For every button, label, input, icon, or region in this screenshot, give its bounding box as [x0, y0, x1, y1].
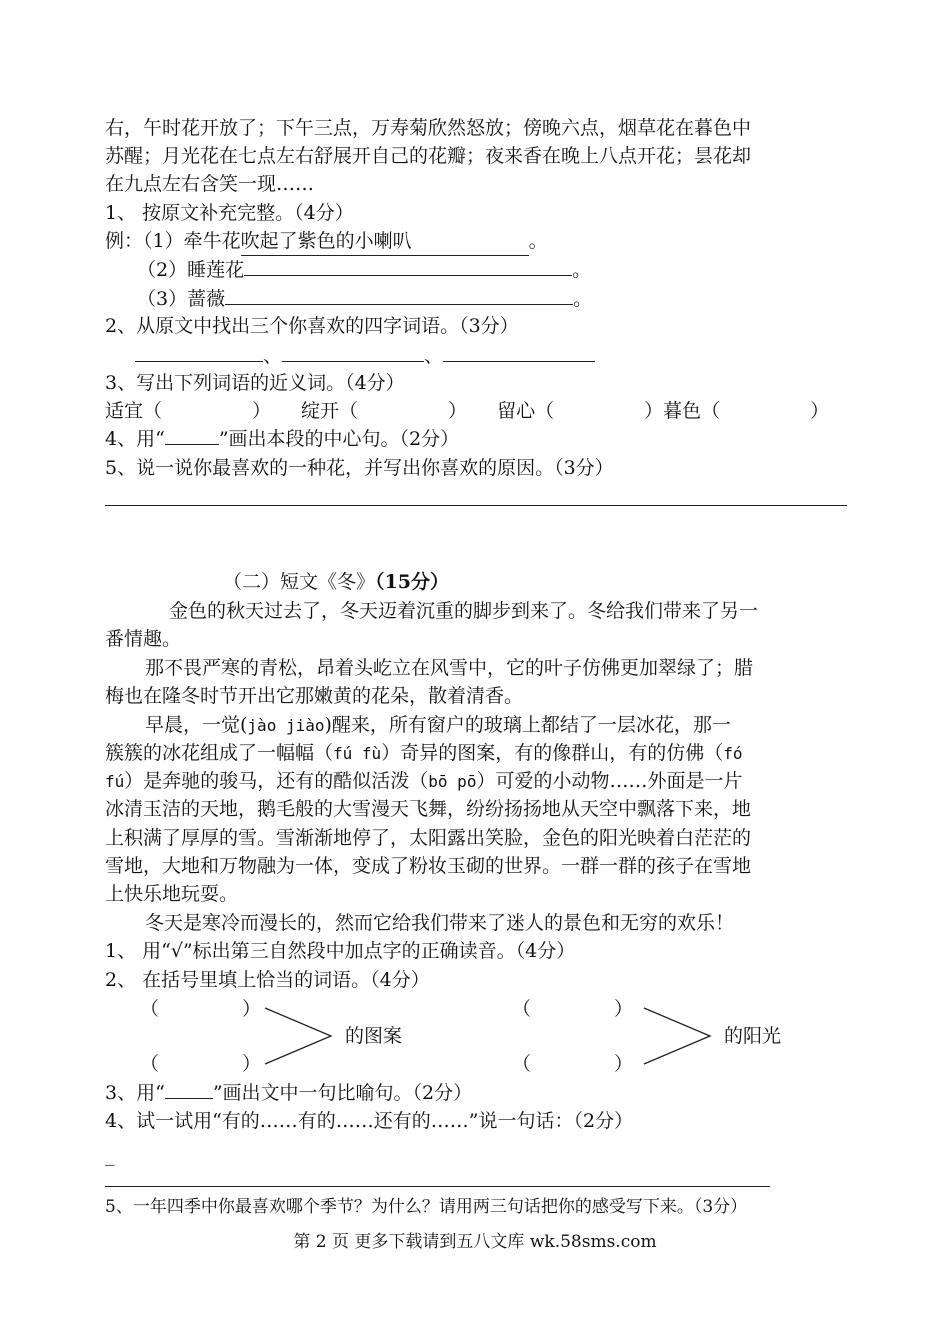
- q2-4: 4、试一试用“有的……有的……还有的……”说一句话：（2分）: [105, 1110, 634, 1132]
- answer-blank[interactable]: [225, 284, 573, 305]
- q1-4: [105, 425, 459, 453]
- answer-blank[interactable]: [443, 341, 595, 362]
- q2-1: 1、 用“√”标出第三自然段中加点字的正确读音。（4分）: [105, 940, 576, 962]
- text: )醒来，所有窗户的玻璃上都结了一层冰花，那一: [324, 714, 731, 736]
- paren-close: ）: [614, 1053, 634, 1075]
- bracket-arrow-icon: [644, 1008, 714, 1066]
- period: 。: [573, 288, 593, 310]
- page-footer: 第 2 页 更多下载请到五八文库 wk.58sms.com: [293, 1232, 657, 1252]
- para1-line-2: 番情趣。: [105, 628, 182, 650]
- pinyin-options: bō pō: [428, 772, 477, 791]
- q2-3-prefix: 3、用“: [105, 1082, 165, 1104]
- para1-line-1: 金色的秋天过去了，冬天迈着沉重的脚步到来了。冬给我们带来了另一: [169, 600, 759, 622]
- paren-close: ）: [252, 400, 272, 422]
- q2-2: 2、 在括号里填上恰当的词语。（4分）: [105, 969, 430, 991]
- text: ）可爱的小动物……外面是一片: [476, 770, 743, 792]
- para3-line-6: 雪地，大地和万物融为一体，变成了粉妆玉砌的世界。一群一群的孩子在雪地: [105, 855, 752, 877]
- para3-line-2: [105, 739, 742, 768]
- paren-close: ）: [242, 1053, 262, 1075]
- paren-close: ）: [448, 400, 468, 422]
- q1-1-example: [105, 227, 548, 256]
- q1-5: 5、说一说你最喜欢的一种花，并写出你喜欢的原因。（3分）: [105, 457, 614, 479]
- q1-4-prefix: 4、用“: [105, 428, 165, 450]
- period: 。: [572, 259, 592, 281]
- para2-line-2: 梅也在隆冬时节开出它那嫩黄的花朵，散着清香。: [105, 685, 524, 707]
- answer-line[interactable]: [105, 1186, 770, 1187]
- para3-line-1: [145, 711, 731, 740]
- answer-line[interactable]: [105, 505, 847, 506]
- q1-3-words: [105, 397, 829, 425]
- answer-blank[interactable]: [282, 341, 424, 362]
- q2-3: [105, 1079, 472, 1107]
- text: ）奇异的图案，有的像群山，有的仿佛（: [381, 742, 724, 764]
- answer-blank[interactable]: [135, 341, 263, 362]
- paren-open: （: [140, 1053, 160, 1075]
- answer-blank[interactable]: [244, 255, 572, 276]
- word-muse: ）暮色（: [644, 400, 721, 422]
- para3-line-3: [105, 767, 742, 796]
- q2-4-dash: _: [105, 1144, 115, 1166]
- section2-title-text: （二）短文《冬》: [223, 571, 376, 593]
- para3-line-7: 上快乐地玩耍。: [105, 883, 239, 905]
- underline-sample: [165, 1080, 213, 1099]
- paren-open: （: [140, 998, 160, 1020]
- para3-line-4: 冰清玉洁的天地，鹅毛般的大雪漫天飞舞，纷纷扬扬地从天空中飘落下来，地: [105, 798, 752, 820]
- paren-close: ）: [242, 998, 262, 1020]
- q2-3-suffix: ”画出文中一句比喻句。（2分）: [212, 1082, 473, 1104]
- bracket-arrow-icon: [265, 1008, 335, 1066]
- pinyin-options: jào jiào: [247, 716, 325, 735]
- paren-close: ）: [810, 400, 830, 422]
- passage1-line-1: 右，午时花开放了；下午三点，万寿菊欣然怒放；傍晚六点，烟草花在暮色中: [105, 117, 752, 139]
- section2-title: [223, 568, 449, 596]
- section2-score: （15分）: [375, 571, 449, 593]
- q2-5: 5、一年四季中你最喜欢哪个季节？为什么？请用两三句话把你的感受写下来。（3分）: [105, 1197, 748, 1217]
- pinyin-options: fó: [723, 744, 743, 763]
- separator: 、: [263, 345, 283, 367]
- q1-3: 3、写出下列词语的近义词。（4分）: [105, 372, 405, 394]
- q1-2-blanks: [135, 341, 595, 370]
- passage1-line-2: 苏醒；月光花在七点左右舒展开自己的花瓣；夜来香在晚上八点开花；昙花却: [105, 145, 752, 167]
- word-liuxin: 留心（: [497, 400, 555, 422]
- pinyin-options: fú: [105, 772, 125, 791]
- passage1-line-3: 在九点左右含笑一现……: [105, 173, 315, 195]
- q1-2: 2、从原文中找出三个你喜欢的四字词语。（3分）: [105, 315, 519, 337]
- word-zhankai: 绽开（: [301, 400, 359, 422]
- pinyin-options: fú fù: [333, 744, 382, 763]
- paren-close: ）: [614, 998, 634, 1020]
- word-shiyi: 适宜（: [105, 400, 163, 422]
- para2-line-1: 那不畏严寒的青松，昂着头屹立在风雪中，它的叶子仿佛更加翠绿了；腊: [145, 657, 754, 679]
- label-yangguang: 的阳光: [724, 1025, 782, 1047]
- item-2-label: （2）睡莲花: [137, 259, 245, 281]
- q1-1: 1、 按原文补充完整。（4分）: [105, 202, 354, 224]
- separator: 、: [424, 345, 444, 367]
- para3-line-5: 上积满了厚厚的雪。雪渐渐地停了，太阳露出笑脸，金色的阳光映着白茫茫的: [105, 827, 752, 849]
- q1-1-example-prefix: 例：（1）牵牛花: [105, 230, 241, 252]
- underline-sample: [165, 426, 219, 445]
- text: ）是奔驰的骏马，还有的酷似活泼（: [124, 770, 429, 792]
- label-tuan: 的图案: [345, 1025, 403, 1047]
- q1-1-item-2: [137, 255, 591, 284]
- text: 簇簇的冰花组成了一幅幅（: [105, 742, 334, 764]
- item-3-label: （3）蔷薇: [137, 288, 226, 310]
- q1-4-suffix: ”画出本段的中心句。（2分）: [218, 428, 460, 450]
- text: 早晨，一觉(: [145, 714, 248, 736]
- paren-open: （: [512, 1053, 532, 1075]
- para4: 冬天是寒冷而漫长的，然而它给我们带来了迷人的景色和无穷的欢乐！: [145, 912, 735, 934]
- paren-open: （: [512, 998, 532, 1020]
- period: 。: [528, 230, 548, 252]
- q1-1-example-answer: 吹起了紫色的小喇叭: [241, 227, 529, 256]
- q1-1-item-3: [137, 284, 592, 313]
